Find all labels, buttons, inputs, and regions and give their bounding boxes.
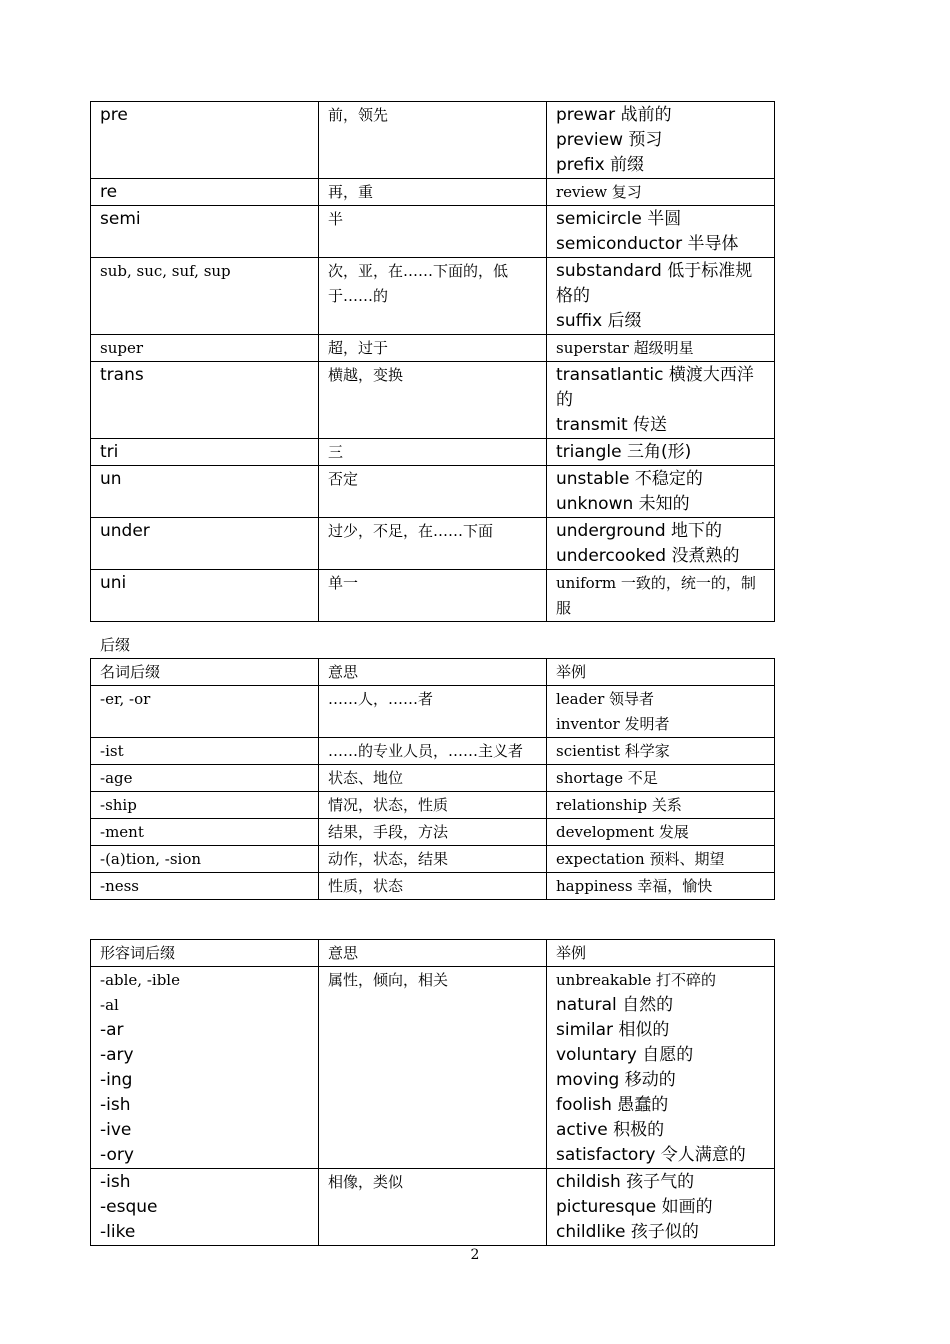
column-header-line: 意思: [328, 944, 359, 962]
example-cell: [547, 1169, 775, 1246]
meaning-cell-line: ……人，……者: [328, 690, 434, 708]
prefix-cell: [91, 102, 319, 179]
example-cell: [547, 439, 775, 466]
example-cell-line: happiness 幸福，愉快: [556, 877, 713, 895]
prefix-row: [91, 206, 775, 258]
noun-suffix-row: [91, 819, 775, 846]
noun-suffix-row: [91, 792, 775, 819]
prefix-row: [91, 466, 775, 518]
prefix-row: [91, 102, 775, 179]
example-cell: [547, 466, 775, 518]
example-cell-line: uniform 一致的，统一的，制服: [556, 574, 756, 617]
example-cell: [547, 873, 775, 900]
meaning-cell-line: ……的专业人员，……主义者: [328, 742, 524, 760]
suffix-line: -ary: [100, 1045, 134, 1065]
prefix-cell: [91, 518, 319, 570]
meaning-cell-line: 过少，不足，在……下面: [328, 522, 494, 540]
prefix-cell-line: re: [100, 182, 118, 202]
column-header: [547, 940, 775, 967]
page-number: 2: [470, 1247, 480, 1263]
example-cell-line: triangle 三角(形): [556, 442, 692, 462]
suffix-cell: [91, 819, 319, 846]
adjective-suffix-row: [91, 967, 775, 1169]
meaning-cell: [319, 792, 547, 819]
meaning-cell-line: 否定: [328, 470, 359, 488]
example-line: natural 自然的: [556, 995, 674, 1015]
example-line: picturesque 如画的: [556, 1197, 713, 1217]
meaning-cell-line: 结果，手段，方法: [328, 823, 449, 841]
meaning-cell-line: 前，领先: [328, 106, 389, 124]
prefix-cell-line: tri: [100, 442, 119, 462]
example-cell-line: transatlantic 横渡大西洋的: [556, 365, 754, 410]
column-header: [547, 659, 775, 686]
example-cell-line: unknown 未知的: [556, 494, 690, 514]
suffix-line: -esque: [100, 1197, 158, 1217]
example-cell-line: undercooked 没煮熟的: [556, 546, 740, 566]
example-cell-line: expectation 预料、期望: [556, 850, 725, 868]
column-header: [91, 659, 319, 686]
example-line: similar 相似的: [556, 1020, 670, 1040]
adjective-suffix-row: [91, 1169, 775, 1246]
noun-suffix-table: [90, 658, 775, 900]
meaning-cell: [319, 967, 547, 1169]
suffix-cell-line: -ness: [100, 877, 140, 895]
suffix-cell: [91, 765, 319, 792]
column-header-line: 名词后缀: [100, 663, 161, 681]
meaning-cell-line: 超，过于: [328, 339, 389, 357]
suffix-section-label: 后缀: [100, 636, 131, 654]
prefix-cell: [91, 466, 319, 518]
suffix-cell-line: -ment: [100, 823, 144, 841]
suffix-line: -ing: [100, 1070, 133, 1090]
adjective-suffix-table: [90, 939, 775, 1246]
example-cell-line: substandard 低于标准规格的: [556, 261, 753, 306]
meaning-cell: [319, 846, 547, 873]
example-cell: [547, 792, 775, 819]
prefix-cell: [91, 179, 319, 206]
column-header-line: 意思: [328, 663, 359, 681]
example-cell-line: transmit 传送: [556, 415, 668, 435]
example-cell: [547, 846, 775, 873]
noun-suffix-row: [91, 686, 775, 738]
meaning-cell-line: 单一: [328, 574, 359, 592]
meaning-cell: [319, 439, 547, 466]
example-cell-line: semiconductor 半导体: [556, 234, 739, 254]
column-header-line: 举例: [556, 944, 587, 962]
noun-suffix-row: [91, 738, 775, 765]
meaning-cell: [319, 258, 547, 335]
header-row: [91, 659, 775, 686]
meaning-cell: [319, 518, 547, 570]
adjective-suffix-table-body: [91, 940, 775, 1246]
example-cell-line: scientist 科学家: [556, 742, 670, 760]
prefix-cell: [91, 362, 319, 439]
example-line: voluntary 自愿的: [556, 1045, 694, 1065]
meaning-cell: [319, 1169, 547, 1246]
prefix-row: [91, 518, 775, 570]
example-cell-line: preview 预习: [556, 130, 663, 150]
suffix-cell-line: -age: [100, 769, 133, 787]
suffix-cell-line: -er, -or: [100, 690, 151, 708]
meaning-cell-line: 半: [328, 210, 344, 228]
example-cell-line: inventor 发明者: [556, 715, 670, 733]
example-cell: [547, 518, 775, 570]
column-header: [319, 659, 547, 686]
prefix-cell-line: un: [100, 469, 122, 489]
suffix-line: -ar: [100, 1020, 124, 1040]
prefix-table: [90, 101, 775, 622]
meaning-cell: [319, 335, 547, 362]
meaning-cell-line: 相像，类似: [328, 1173, 404, 1191]
column-header: [91, 940, 319, 967]
meaning-cell-line: 再，重: [328, 183, 374, 201]
meaning-cell: [319, 686, 547, 738]
prefix-cell: [91, 335, 319, 362]
meaning-cell-line: 状态、地位: [328, 769, 404, 787]
prefix-row: [91, 335, 775, 362]
example-cell: [547, 335, 775, 362]
suffix-cell: [91, 738, 319, 765]
suffix-cell-line: -(a)tion, -sion: [100, 850, 202, 868]
column-header: [319, 940, 547, 967]
meaning-cell: [319, 765, 547, 792]
meaning-cell: [319, 179, 547, 206]
example-cell-line: shortage 不足: [556, 769, 658, 787]
example-cell-line: suffix 后缀: [556, 311, 642, 331]
suffix-line: -ory: [100, 1145, 134, 1165]
example-line: foolish 愚蠢的: [556, 1095, 669, 1115]
example-line: childish 孩子气的: [556, 1172, 695, 1192]
meaning-cell: [319, 570, 547, 622]
prefix-row: [91, 179, 775, 206]
prefix-cell-line: under: [100, 521, 150, 541]
suffix-line: -able, -ible: [100, 971, 180, 989]
example-cell-line: prewar 战前的: [556, 105, 672, 125]
example-cell-line: prefix 前缀: [556, 155, 645, 175]
meaning-cell: [319, 738, 547, 765]
suffix-cell: [91, 846, 319, 873]
example-cell-line: relationship 关系: [556, 796, 682, 814]
suffix-cell: [91, 792, 319, 819]
meaning-cell-line: 情况，状态，性质: [328, 796, 449, 814]
prefix-cell: [91, 206, 319, 258]
meaning-cell: [319, 819, 547, 846]
suffix-line: -like: [100, 1222, 136, 1242]
meaning-cell-line: 横越，变换: [328, 366, 404, 384]
suffix-line: -ish: [100, 1172, 131, 1192]
example-line: unbreakable 打不碎的: [556, 971, 716, 989]
meaning-cell: [319, 362, 547, 439]
prefix-cell-line: semi: [100, 209, 141, 229]
noun-suffix-table-body: [91, 659, 775, 900]
example-cell-line: leader 领导者: [556, 690, 655, 708]
example-cell: [547, 179, 775, 206]
example-cell: [547, 206, 775, 258]
prefix-row: [91, 258, 775, 335]
example-line: childlike 孩子似的: [556, 1222, 699, 1242]
example-cell-line: review 复习: [556, 183, 642, 201]
suffix-cell: [91, 686, 319, 738]
meaning-cell-line: 属性，倾向，相关: [328, 971, 449, 989]
noun-suffix-row: [91, 846, 775, 873]
suffix-line: -ive: [100, 1120, 132, 1140]
prefix-cell: [91, 570, 319, 622]
header-row: [91, 940, 775, 967]
example-cell: [547, 765, 775, 792]
column-header-line: 形容词后缀: [100, 944, 176, 962]
example-cell: [547, 967, 775, 1169]
prefix-row: [91, 439, 775, 466]
suffix-cell-line: -ist: [100, 742, 124, 760]
suffix-cell-line: -ship: [100, 796, 137, 814]
meaning-cell: [319, 466, 547, 518]
suffix-line: -al: [100, 996, 119, 1014]
example-cell: [547, 738, 775, 765]
suffix-cell: [91, 967, 319, 1169]
noun-suffix-row: [91, 873, 775, 900]
example-cell: [547, 686, 775, 738]
meaning-cell-line: 性质，状态: [328, 877, 404, 895]
meaning-cell-line: 三: [328, 443, 344, 461]
prefix-cell-line: sub, suc, suf, sup: [100, 262, 231, 280]
column-header-line: 举例: [556, 663, 587, 681]
prefix-row: [91, 570, 775, 622]
prefix-cell-line: pre: [100, 105, 128, 125]
prefix-cell-line: trans: [100, 365, 144, 385]
prefix-cell-line: uni: [100, 573, 127, 593]
prefix-cell-line: super: [100, 339, 144, 357]
prefix-row: [91, 362, 775, 439]
example-cell: [547, 362, 775, 439]
meaning-cell: [319, 206, 547, 258]
example-cell-line: semicircle 半圆: [556, 209, 682, 229]
meaning-cell: [319, 873, 547, 900]
example-cell-line: underground 地下的: [556, 521, 723, 541]
prefix-cell: [91, 258, 319, 335]
meaning-cell-line: 动作，状态，结果: [328, 850, 449, 868]
example-cell: [547, 819, 775, 846]
example-line: active 积极的: [556, 1120, 665, 1140]
prefix-cell: [91, 439, 319, 466]
example-cell: [547, 570, 775, 622]
example-cell-line: unstable 不稳定的: [556, 469, 703, 489]
example-line: satisfactory 令人满意的: [556, 1145, 746, 1165]
example-cell: [547, 102, 775, 179]
example-line: moving 移动的: [556, 1070, 676, 1090]
suffix-cell: [91, 1169, 319, 1246]
example-cell: [547, 258, 775, 335]
noun-suffix-row: [91, 765, 775, 792]
suffix-cell: [91, 873, 319, 900]
prefix-table-body: [91, 102, 775, 622]
example-cell-line: development 发展: [556, 823, 689, 841]
meaning-cell-line: 次，亚，在……下面的，低于……的: [328, 262, 509, 305]
example-cell-line: superstar 超级明星: [556, 339, 694, 357]
suffix-line: -ish: [100, 1095, 131, 1115]
meaning-cell: [319, 102, 547, 179]
